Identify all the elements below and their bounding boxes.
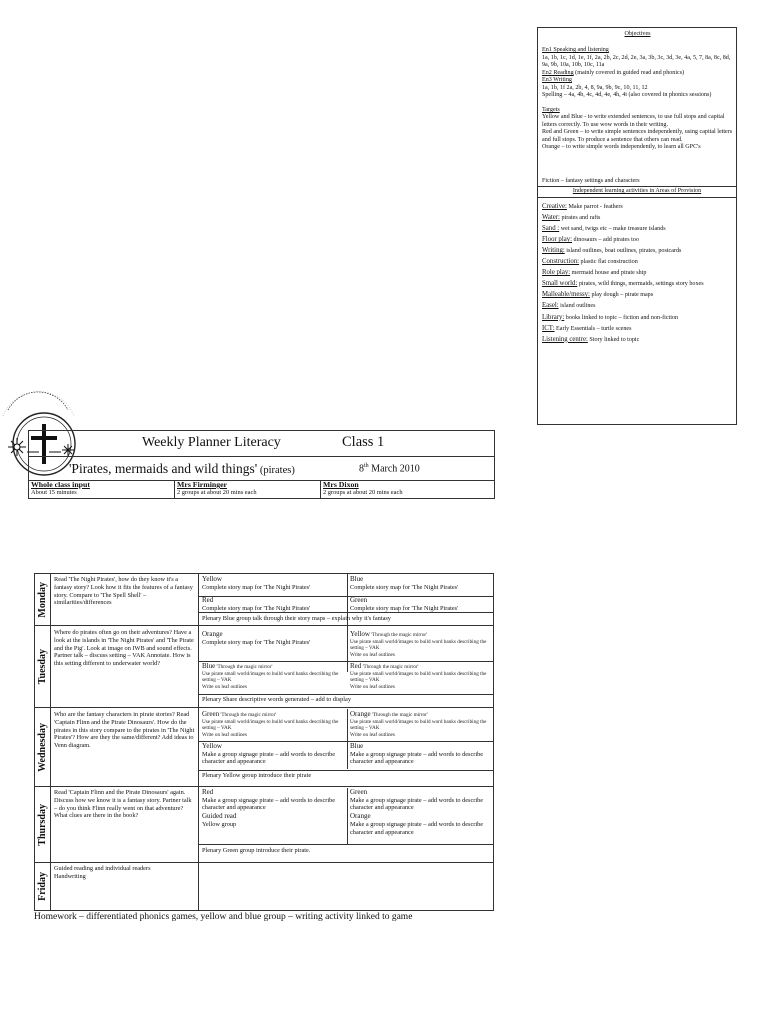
group-name: Green (350, 788, 368, 796)
tuesday-plenary: Plenary Share descriptive words generated – add to display (202, 696, 351, 703)
thursday-plenary: Plenary Green group introduce their pirate. (202, 847, 311, 854)
provision-activity: dinosaurs – add pirates too (572, 236, 639, 243)
thursday-whole-class: Read 'Captain Flinn and the Pirate Dinosaurs' again. Discuss how we know it is a fantasy story. Partner talk – do you think Flinn really went on that adventure? What clues are there in the book? (54, 789, 192, 820)
group-note: 'Through the magic mirror' (361, 664, 419, 670)
wednesday-blue-group (350, 742, 491, 766)
day-text: Tuesday (36, 648, 48, 685)
provision-item (542, 280, 733, 288)
day-label-wednesday (35, 708, 49, 786)
provision-item (542, 314, 733, 322)
group-note: 'Through the magic mirror' (369, 632, 428, 638)
provision-activity: island outlines, boat outlines, pirates, postcards (564, 248, 682, 255)
column-value: 2 groups at about 20 mins each (177, 489, 257, 496)
provision-area-name: Creative: (542, 202, 567, 210)
group-name: Orange (202, 630, 223, 638)
provision-area-name: Malleable/messy: (542, 291, 590, 299)
thursday-red-group (202, 788, 345, 829)
provision-item (542, 225, 733, 233)
day-label-thursday (35, 787, 49, 862)
group-name: Yellow (202, 575, 222, 583)
provision-item (542, 258, 733, 266)
tuesday-orange-group (202, 630, 345, 646)
fiction-focus: Fiction – fantasy settings and characters (542, 177, 640, 184)
group-task: Make a group signage pirate – add words to describe character and appearance (350, 750, 484, 766)
objectives-title: Objectives (624, 31, 651, 37)
wednesday-green-group (202, 710, 345, 738)
day-text: Monday (36, 581, 48, 618)
provision-item (542, 269, 733, 277)
provision-area-name: Listening centre: (542, 335, 588, 343)
wednesday-whole-class: Who are the fantasy characters in pirate stories? Read 'Captain Flinn and the Pirate Dinosaurs'. How do the pirates in this story compare to the pirates in 'The Night Pirates'? How are they the same/different? Add ideas to Venn diagram. (54, 711, 195, 750)
target-orange: Orange – to write simple words independently, to learn all GPC's (542, 144, 701, 151)
group-name: Yellow (202, 742, 222, 750)
provision-item (542, 336, 733, 344)
monday-green-group (350, 596, 491, 612)
provision-area-name: Library: (542, 313, 565, 321)
homework-note: Homework – differentiated phonics games, yellow and blue group – writing activity linked to game (34, 912, 413, 922)
tuesday-red-group (350, 662, 491, 690)
provision-activity: plastic flat construction (579, 259, 638, 266)
group-note: 'Through the magic mirror' (370, 712, 428, 718)
monday-plenary: Plenary Blue group talk through their story maps – explain why it's fantasy (202, 615, 391, 622)
targets-heading: Targets (542, 106, 560, 113)
group-name: Red (202, 596, 214, 604)
provision-activity: books linked to topic – fiction and non-fiction (564, 314, 679, 321)
tuesday-blue-group (202, 662, 345, 690)
topic-note: (pirates) (257, 465, 295, 476)
column-heading: Whole class input (31, 480, 90, 489)
reading-line (542, 70, 733, 77)
group-task: Complete story map for 'The Night Pirates' (202, 638, 311, 646)
writing-heading: En3 Writing (542, 77, 572, 84)
group-task: Make a group signage pirate – add words to describe character and appearance (202, 750, 336, 766)
provision-item (542, 302, 733, 310)
whole-class-column (29, 480, 174, 498)
class-name: Class 1 (342, 434, 385, 450)
monday-yellow-group (202, 575, 345, 591)
spelling-refs: Spelling – 4a, 4b, 4c, 4d, 4e, 4h, 4i (also covered in phonics sessions) (542, 92, 712, 99)
provision-item (542, 247, 733, 255)
planner-title: Weekly Planner Literacy (142, 435, 281, 450)
provision-activity: play dough – pirate maps (589, 292, 654, 299)
monday-blue-group (350, 575, 491, 591)
provision-item (542, 214, 733, 222)
provision-activity: island outlines (558, 303, 596, 310)
guided-read-label: Guided read (202, 812, 237, 821)
speaking-refs: 1a, 1b, 1c, 1d, 1e, 1f, 2a, 2b, 2c, 2d, 2e, 3a, 3b, 3c, 3d, 3e, 4a, 5, 7, 8a, 8c, 8d, 9a, 9b, 10a, 10b, 10c, 11a (542, 54, 731, 69)
wednesday-plenary: Plenary Yellow group introduce their pirate (202, 772, 312, 779)
target-yellow-blue: Yellow and Blue - to write extended sentences, to use full stops and capital letters correctly. To use wow words in their writing. (542, 114, 725, 128)
date-day: 8 (359, 463, 364, 475)
provision-heading: Independent learning activities in Areas of Provision (538, 186, 736, 197)
wednesday-orange-group (350, 710, 491, 738)
group-name: Orange (350, 710, 371, 718)
assistant-column (320, 480, 495, 498)
group-task: Use pirate small world/images to build word banks describing the setting – VAK Write on leaf outlines (202, 670, 339, 690)
topic-name: 'Pirates, mermaids and wild things' (69, 461, 258, 476)
monday-red-group (202, 596, 345, 612)
provision-area-name: Writing: (542, 247, 565, 255)
teacher-column (174, 480, 321, 498)
provision-area-name: Sand : (542, 224, 560, 232)
provision-item (542, 203, 733, 211)
writing-refs: 1a, 1b, 1f 2a, 2b, 4, 8, 9a, 9b, 9c, 10, 11, 12 (542, 84, 648, 91)
provision-area-name: Small world: (542, 280, 578, 288)
topic-title (69, 461, 295, 477)
provision-activity: Make parrot - feathers (566, 203, 623, 210)
provision-activity: Story linked to topic (587, 336, 640, 343)
group-task: Make a group signage pirate – add words to describe character and appearance (202, 796, 336, 812)
provision-item (542, 236, 733, 244)
tuesday-whole-class: Where do pirates often go on their adventures? Have a look at the islands in 'The Night Pirates' and 'The Pirate and the Pig'. Look at image on IWB and sound effects. Partner talk – discuss setting – VAK Annotate. How is this setting different to underwater world? (54, 629, 194, 668)
day-label-friday (35, 863, 49, 910)
day-text: Thursday (36, 803, 48, 846)
weekly-grid (34, 573, 494, 911)
group-task: Complete story map for 'The Night Pirates' (350, 604, 459, 612)
day-text: Wednesday (36, 722, 48, 772)
group-note: 'Through the magic mirror' (215, 664, 273, 670)
column-heading: Mrs Firminger (177, 480, 228, 489)
target-red-green: Red and Green – to write simple sentences independently, using capital letters and full stops. To produce a sentence that others can read. (542, 129, 733, 143)
provision-area-name: ICT: (542, 324, 555, 332)
provision-activity: pirates, wild things, mermaids, settings story boxes (577, 281, 704, 288)
group-name: Red (202, 788, 214, 796)
provision-area-name: Role play: (542, 269, 571, 277)
date-month-year: March 2010 (368, 463, 420, 475)
date-suffix: th (364, 463, 369, 469)
day-label-tuesday (35, 626, 49, 707)
group-name: Yellow (350, 630, 370, 638)
group-task: Complete story map for 'The Night Pirates' (202, 604, 311, 612)
provision-activity: Early Essentials – turtle scenes (554, 325, 632, 332)
group-name: Green (202, 710, 220, 718)
objectives-panel (537, 27, 737, 425)
group-task: Use pirate small world/images to build word banks describing the setting – VAK Write on leaf outlines (350, 638, 487, 658)
group-name: Green (350, 596, 368, 604)
day-text: Friday (36, 872, 48, 901)
provision-area-name: Easel: (542, 302, 559, 310)
wednesday-yellow-group (202, 742, 345, 766)
day-label-monday (35, 574, 49, 625)
group-name: Blue (350, 742, 364, 750)
group-note: 'Through the magic mirror' (219, 712, 277, 718)
guided-read-group: Yellow group (202, 820, 237, 828)
provision-activity: mermaid house and pirate ship (570, 270, 647, 277)
week-date (359, 463, 420, 474)
column-value: About 15 minutes (31, 489, 77, 496)
provision-area-name: Water: (542, 213, 560, 221)
friday-whole-class: Guided reading and individual readers Handwriting (54, 865, 151, 880)
reading-heading: En2 Reading (542, 69, 574, 76)
group-task: Complete story map for 'The Night Pirates' (350, 583, 459, 591)
group-task: Use pirate small world/images to build word banks describing the setting – VAK Write on leaf outlines (202, 718, 339, 738)
group-task: Make a group signage pirate – add words to describe character and appearance (350, 796, 484, 812)
column-value: 2 groups at about 20 mins each (323, 489, 403, 496)
provision-activity: pirates and rafts (559, 214, 601, 221)
provision-item (542, 325, 733, 333)
planner-header (28, 430, 495, 499)
group-task: Use pirate small world/images to build word banks describing the setting – VAK Write on leaf outlines (350, 670, 487, 690)
provision-area-name: Floor play: (542, 235, 573, 243)
group-name: Red (350, 662, 362, 670)
group-task: Complete story map for 'The Night Pirates' (202, 583, 311, 591)
group-task: Use pirate small world/images to build word banks describing the setting – VAK Write on leaf outlines (350, 718, 487, 738)
group-name: Blue (350, 575, 364, 583)
group-name: Orange (350, 812, 371, 821)
thursday-green-orange-groups (350, 788, 491, 837)
reading-note: (mainly covered in guided read and phonics) (573, 69, 685, 76)
provision-activity: wet sand, twigs etc – make treasure islands (559, 225, 666, 232)
tuesday-yellow-group (350, 630, 491, 658)
provision-item (542, 291, 733, 299)
provision-list (542, 203, 733, 344)
group-task: Make a group signage pirate – add words to describe character and appearance (350, 820, 484, 836)
provision-area-name: Construction: (542, 258, 580, 266)
group-name: Blue (202, 662, 216, 670)
speaking-heading: En1 Speaking and listening (542, 47, 609, 54)
monday-whole-class: Read 'The Night Pirates', how do they know it's a fantasy story? Look how it fits the features of a fantasy story. Compare to 'The Spell Shell' – similarities/differences (54, 576, 193, 607)
column-heading: Mrs Dixon (323, 480, 359, 489)
